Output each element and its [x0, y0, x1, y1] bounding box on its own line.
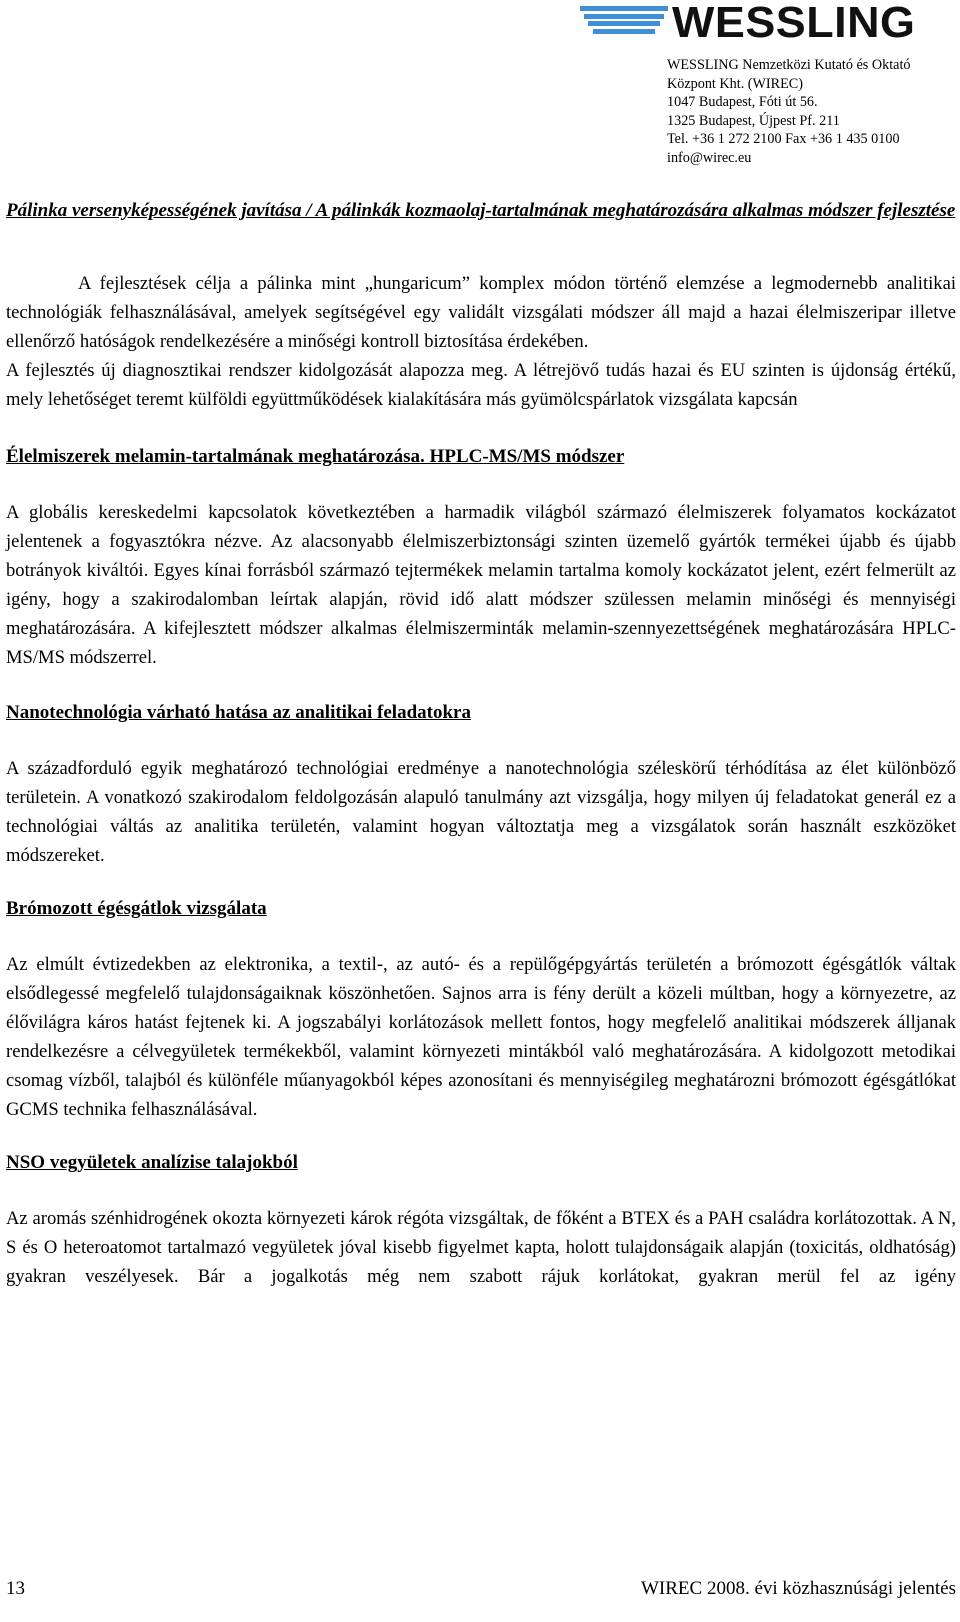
address-email: info@wirec.eu — [667, 149, 752, 166]
wessling-logo — [580, 0, 960, 47]
paragraph-palinka-goal: A fejlesztések célja a pálinka mint „hungaricum” komplex módon történő elemzése a legmodernebb analitikai technológiák felhasználásával, amelyek segítségével egy validált vizsgálati módszer áll majd a hazai élelmiszeripar illetve ellenőrző hatóságok rendelkezésére a minőségi kontroll biztosítása érdekében. — [6, 273, 956, 352]
section-heading-melamin: Élelmiszerek melamin-tartalmának meghatározása. HPLC-MS/MS módszer — [6, 446, 625, 467]
section-title-palinka: Pálinka versenyképességének javítása / A pálinkák kozmaolaj-tartalmának meghatározására alkalmas módszer fejlesztése — [6, 200, 956, 221]
paragraph-nso: Az aromás szénhidrogének okozta környezeti károk régóta vizsgáltak, de főként a BTEX és a PAH családra korlátozottak. A N, S és O heteroatomot tartalmazó vegyületek jóval kisebb figyelmet kapta, holott tulajdonságaik alapján (toxicitás, oldhatóság) gyakran veszélyesek. Bár a jogalkotás még nem szabott rájuk korlátokat, gyakran merül fel az igény — [6, 1208, 956, 1287]
section-heading-nano: Nanotechnológia várható hatása az analitikai feladatokra — [6, 702, 471, 723]
paragraph-brom: Az elmúlt évtizedekben az elektronika, a textil-, az autó- és a repülőgépgyártás területén a brómozott égésgátlók váltak elsődlegessé megfelelő tulajdonságaiknak köszönhetően. Sajnos arra is fény derült a közeli múltban, hogy a környezetre, az élővilágra káros hatást fejtenek ki. A jogszabályi korlátozások mellett fontos, hogy megfelelő analitikai módszerek álljanak rendelkezésre a célvegyületek termékekből, valamint környezeti mintákból való meghatározására. A kidolgozott metodikai csomag vízből, talajból és különféle műanyagokból képes azonosítani és mennyiségileg meghatározni brómozott égésgátlókat GCMS technika felhasználásával. — [6, 954, 956, 1120]
logo-wordmark: WESSLING — [672, 0, 916, 47]
address-line: Központ Kht. (WIREC) — [667, 75, 803, 92]
address-line: WESSLING Nemzetközi Kutató és Oktató — [667, 57, 911, 73]
section-heading-brom: Brómozott égésgátlok vizsgálata — [6, 898, 267, 919]
address-block — [667, 56, 911, 167]
page-number: 13 — [6, 1578, 25, 1599]
paragraph-melamin: A globális kereskedelmi kapcsolatok következtében a harmadik világból származó élelmiszerek folyamatos kockázatot jelentenek a fogyasztókra nézve. Az alacsonyabb élelmiszerbiztonsági szinten üzemelő gyártók termékei újabb és újabb botrányok kiváltói. Egyes kínai forrásból származó tejtermékek melamin tartalma komoly kockázatot jelent, ezért felmerült az igény, hogy a szakirodalomban leírtak alapján, rövid idő alatt módszer szülessen melamin minőségi és mennyiségi meghatározására. A kifejlesztett módszer alkalmas élelmiszerminták melamin-szennyezettségének meghatározására HPLC-MS/MS módszerrel. — [6, 502, 956, 668]
logo-stripes-icon — [580, 6, 668, 40]
footer-report-title: WIREC 2008. évi közhasznúsági jelentés — [640, 1578, 956, 1599]
document-body — [6, 196, 956, 1291]
paragraph-palinka-outcome: A fejlesztés új diagnosztikai rendszer kidolgozását alapozza meg. A létrejövő tudás hazai és EU szinten is újdonság értékű, mely lehetőséget teremt külföldi együttműködések kialakítására más gyümölcspárlatok vizsgálata kapcsán — [6, 360, 956, 410]
paragraph-nano: A századforduló egyik meghatározó technológiai eredménye a nanotechnológia széleskörű térhódítása az élet különböző területein. A vonatkozó szakirodalom feldolgozásán alapuló tanulmány azt vizsgálja, hogy milyen új feladatokat generál ez a technológiai váltás az analitika területén, valamint hogyan változtatja meg a vizsgálatok során használt eszközöket módszereket. — [6, 758, 956, 866]
address-line: Tel. +36 1 272 2100 Fax +36 1 435 0100 — [667, 131, 900, 147]
section-heading-nso: NSO vegyületek analízise talajokból — [6, 1152, 298, 1173]
address-line: 1325 Budapest, Újpest Pf. 211 — [667, 112, 840, 129]
address-line: 1047 Budapest, Fóti út 56. — [667, 94, 818, 110]
